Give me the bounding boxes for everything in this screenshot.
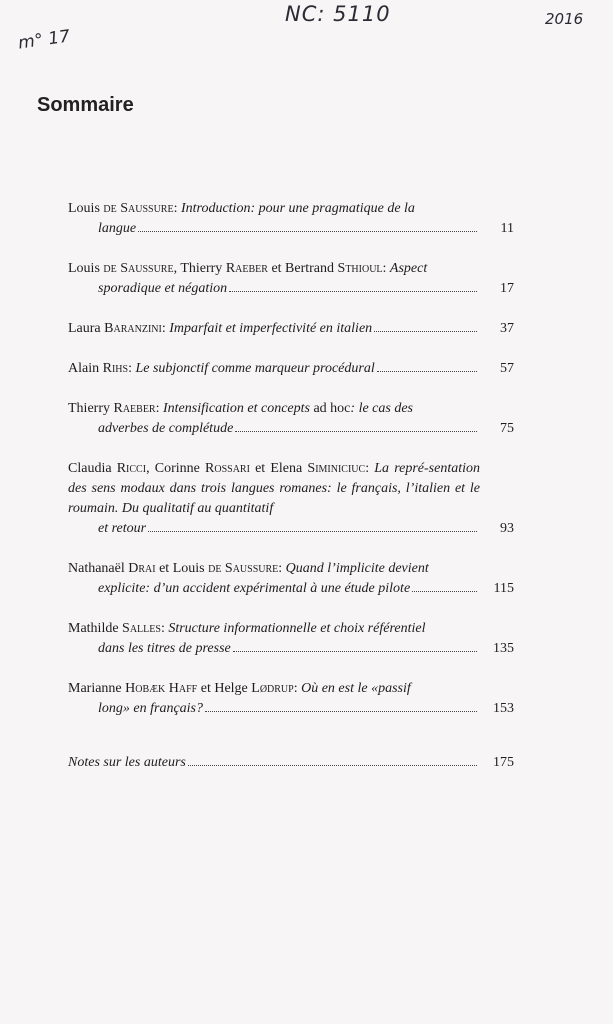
toc-title-start: Aspect [389, 261, 428, 276]
toc-entry-heading: Claudia Ricci, Corinne Rossari et Elena Siminiciuc: La repré-sentation des sens modaux dans trois langues romanes: le français, l’italien et le roumain. Du qualitatif au quantitatif [68, 461, 481, 516]
toc-entry-lastline [68, 519, 480, 539]
leader-dots [138, 231, 477, 232]
toc-entry [68, 753, 514, 773]
leader-dots [233, 651, 477, 652]
toc-entry-lastline [68, 699, 480, 719]
toc-page-number: 93 [500, 521, 514, 536]
toc-title-end: langue [98, 221, 137, 236]
toc-page-number: 175 [493, 755, 514, 770]
toc-entry-lastline: Alain Rihs: Le subjonctif comme marqueur procédural [68, 359, 480, 379]
toc-entry-lastline: Laura Baranzini: Imparfait et imperfectivité en italien [68, 319, 480, 339]
toc-entry-lastline [68, 419, 480, 439]
toc-page-number: 17 [500, 281, 514, 296]
toc-page-number: 57 [500, 361, 514, 376]
toc-entry [68, 619, 514, 659]
toc-title-start: Où en est le «passif [301, 681, 411, 696]
toc-page-number: 135 [493, 641, 514, 656]
toc-entry [68, 359, 514, 379]
toc-title-end: explicite: d’un accident expérimental à une étude pilote [98, 581, 411, 596]
leader-dots [229, 291, 477, 292]
toc-title-end: dans les titres de presse [98, 641, 231, 656]
leader-dots [235, 431, 477, 432]
leader-dots [188, 765, 477, 766]
toc-authors: Louis de Saussure [68, 201, 174, 216]
toc-authors: Alain Rihs [68, 361, 129, 376]
toc-entry-heading: Louis de Saussure: Introduction: pour une pragmatique de la [68, 201, 415, 216]
leader-dots [374, 331, 477, 332]
toc-title-start: Intensification et concepts ad hoc: le cas des [163, 401, 413, 416]
toc-page-number: 75 [500, 421, 514, 436]
toc-title-start: Quand l’implicite devient [285, 561, 429, 576]
toc-authors: Louis de Saussure, Thierry Raeber et Bertrand Sthioul [68, 261, 383, 276]
toc-page-number: 153 [493, 701, 514, 716]
toc-title-end: long» en français? [98, 701, 203, 716]
toc-page-number: 11 [500, 221, 514, 236]
toc-entry [68, 459, 514, 539]
leader-dots [148, 531, 477, 532]
toc-title-end: Notes sur les auteurs [68, 755, 186, 770]
toc-entry-heading: Louis de Saussure, Thierry Raeber et Bertrand Sthioul: Aspect [68, 261, 428, 276]
leader-dots [377, 371, 477, 372]
toc-entry-lastline [68, 753, 480, 773]
handwritten-year: 2016 [545, 10, 584, 28]
toc-authors: Nathanaël Drai et Louis de Saussure [68, 561, 279, 576]
handwritten-note-left: m° 17 [16, 26, 72, 54]
toc-entry [68, 679, 514, 719]
leader-dots [412, 591, 477, 592]
toc-entry [68, 559, 514, 599]
toc-entry-lastline [68, 579, 480, 599]
toc-page-number: 37 [500, 321, 514, 336]
toc-title-end: adverbes de complétude [98, 421, 234, 436]
leader-dots [205, 711, 477, 712]
toc-title-start: Structure informationnelle et choix référentiel [168, 621, 426, 636]
toc-title-end: Imparfait et imperfectivité en italien [169, 321, 373, 336]
toc-title-end: sporadique et négation [98, 281, 228, 296]
toc-entry [68, 319, 514, 339]
toc-title-start: Introduction: pour une pragmatique de la [180, 201, 415, 216]
toc-entry-heading: Marianne Hobæk Haff et Helge Lødrup: Où en est le «passif [68, 681, 411, 696]
toc-entry [68, 399, 514, 439]
toc-entry-lastline [68, 279, 480, 299]
toc-title-end: Le subjonctif comme marqueur procédural [135, 361, 375, 376]
toc-entry-heading: Nathanaël Drai et Louis de Saussure: Quand l’implicite devient [68, 561, 429, 576]
toc-authors: Marianne Hobæk Haff et Helge Lødrup [68, 681, 294, 696]
toc-authors: Laura Baranzini [68, 321, 162, 336]
toc-authors: Mathilde Salles [68, 621, 161, 636]
toc-entry-heading: Mathilde Salles: Structure informationnelle et choix référentiel [68, 621, 426, 636]
toc-title-start: La repré-sentation des sens modaux dans trois langues romanes: le français, l’italien et le roumain. Du qualitatif au quantitatif [68, 461, 481, 516]
page-title: Sommaire [37, 94, 134, 116]
toc-entry-lastline [68, 639, 480, 659]
handwritten-call-number: NC: 5110 [285, 2, 391, 26]
toc-entry [68, 259, 514, 299]
toc-page-number: 115 [493, 581, 514, 596]
toc-entry-lastline [68, 219, 480, 239]
toc-entry [68, 199, 514, 239]
table-of-contents [68, 199, 514, 773]
toc-authors: Thierry Raeber [68, 401, 156, 416]
toc-authors: Claudia Ricci, Corinne Rossari et Elena Siminiciuc [68, 461, 366, 476]
toc-entry-heading: Thierry Raeber: Intensification et concepts ad hoc: le cas des [68, 401, 413, 416]
toc-title-end: et retour [98, 521, 147, 536]
